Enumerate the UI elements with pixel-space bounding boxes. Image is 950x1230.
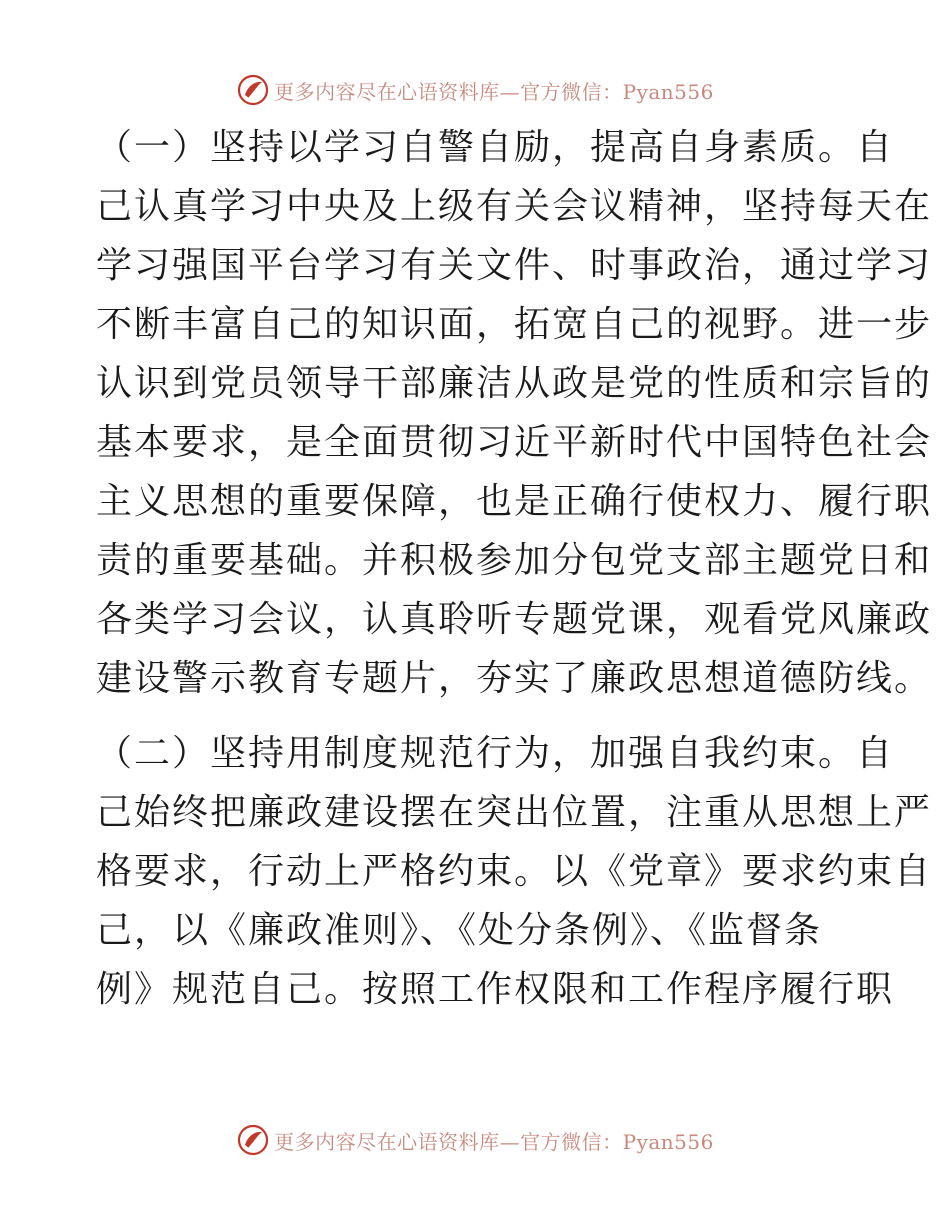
- text-line: 基本要求，是全面贯彻习近平新时代中国特色社会: [96, 422, 933, 463]
- footer-banner-text: 更多内容尽在心语资料库—官方微信：Pyan556: [274, 1129, 714, 1154]
- header-banner-text: 更多内容尽在心语资料库—官方微信：Pyan556: [274, 79, 714, 104]
- footer-banner: [0, 1120, 950, 1160]
- text-line: 责的重要基础。并积极参加分包党支部主题党日和: [96, 540, 933, 581]
- text-line: 己认真学习中央及上级有关会议精神，坚持每天在: [96, 186, 933, 227]
- text-line: 己始终把廉政建设摆在突出位置，注重从思想上严: [96, 792, 933, 833]
- text-line: 各类学习会议，认真聆听专题党课，观看党风廉政: [96, 599, 933, 640]
- brand-logo-icon: [236, 73, 270, 107]
- text-line: 己，以《廉政准则》、《处分条例》、《监督条: [96, 910, 823, 951]
- text-line: （一）坚持以学习自警自励，提高自身素质。自: [96, 127, 895, 168]
- header-banner: [0, 70, 950, 110]
- brand-logo-icon: [236, 1123, 270, 1157]
- text-line: 主义思想的重要保障，也是正确行使权力、履行职: [96, 481, 933, 522]
- text-line: 不断丰富自己的知识面，拓宽自己的视野。进一步: [96, 304, 933, 345]
- text-line: 学习强国平台学习有关文件、时事政治，通过学习: [96, 245, 933, 286]
- text-line: （二）坚持用制度规范行为，加强自我约束。自: [96, 733, 895, 774]
- document-body: [96, 118, 933, 1019]
- paragraph-1: [96, 118, 933, 708]
- text-line: 格要求，行动上严格约束。以《党章》要求约束自: [96, 851, 933, 892]
- paragraph-2: [96, 724, 933, 1019]
- text-line: 认识到党员领导干部廉洁从政是党的性质和宗旨的: [96, 363, 933, 404]
- text-line: 建设警示教育专题片，夯实了廉政思想道德防线。: [96, 658, 933, 699]
- text-line: 例》规范自己。按照工作权限和工作程序履行职: [96, 969, 895, 1010]
